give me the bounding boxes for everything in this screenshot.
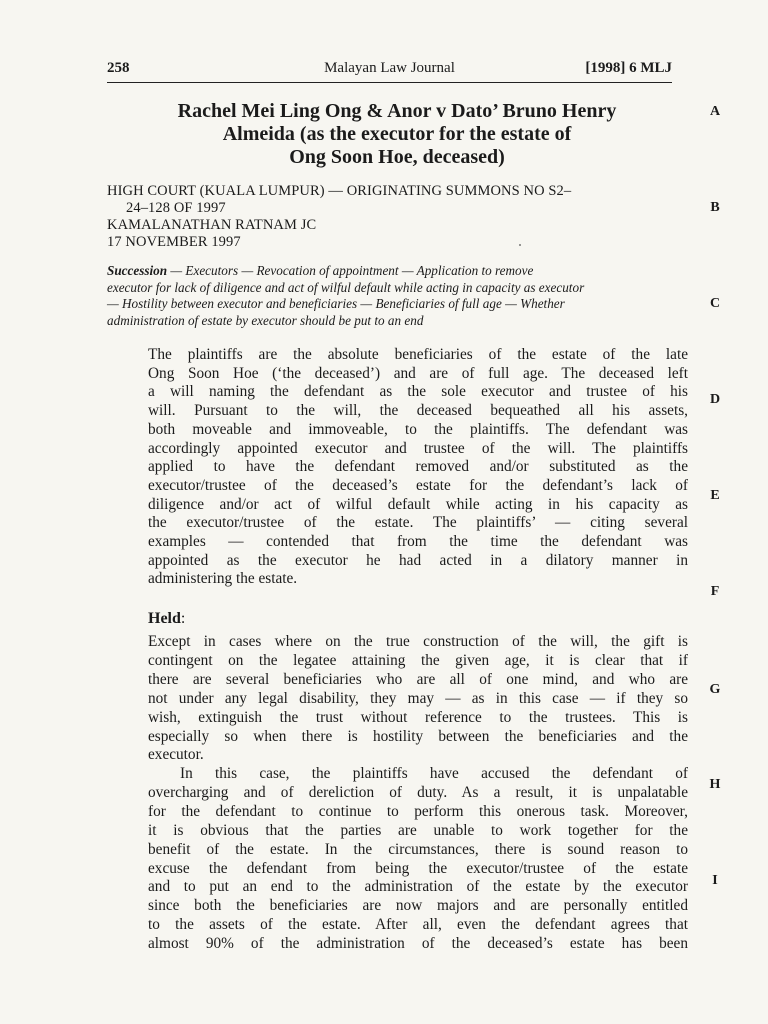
margin-letter: A bbox=[709, 104, 721, 119]
headnote-line: diligence and/or act of wilful default while acting in his capacity as bbox=[148, 495, 688, 513]
held-line: contingent on the legatee attaining the given age, it is clear that if bbox=[148, 651, 688, 669]
held-line: especially so when there is hostility between the beneficiaries and the bbox=[148, 727, 688, 745]
held-line: In this case, the plaintiffs have accused the defendant of bbox=[180, 765, 688, 782]
judge-name: KAMALANATHAN RATNAM JC bbox=[107, 217, 317, 233]
case-title-line: Rachel Mei Ling Ong & Anor v Dato’ Bruno Henry bbox=[177, 100, 617, 122]
case-title-line: Almeida (as the executor for the estate of bbox=[222, 123, 572, 145]
running-head bbox=[107, 60, 672, 80]
headnote-line: will. Pursuant to the will, the deceased bequeathed all his assets, bbox=[148, 402, 688, 420]
margin-letter: I bbox=[712, 873, 718, 888]
catchwords bbox=[107, 263, 687, 329]
headnote-line: appointed as the executor he had acted in a dilatory manner in bbox=[148, 551, 688, 569]
held-line: for the defendant to continue to perform this onerous task. Moreover, bbox=[148, 802, 688, 820]
catchwords-line bbox=[107, 263, 687, 280]
held-line: since both the beneficiaries are now majors and are personally entitled bbox=[148, 897, 688, 915]
held-line: to the assets of the estate. After all, even the defendant agrees that bbox=[148, 916, 688, 934]
headnote-line: the executor/trustee of the estate. The plaintiffs’ — citing several bbox=[148, 514, 688, 532]
catchwords-line: — Hostility between executor and beneficiaries — Beneficiaries of full age — Whether bbox=[107, 296, 565, 311]
judgment-date: 17 NOVEMBER 1997 bbox=[107, 234, 241, 250]
case-title bbox=[107, 100, 687, 169]
held-line: excuse the defendant from being the executor/trustee of the estate bbox=[148, 859, 688, 877]
margin-letter: E bbox=[710, 488, 720, 503]
headnote-line: a will naming the defendant as the sole executor and trustee of his bbox=[148, 383, 688, 401]
held-line: executor. bbox=[148, 746, 204, 764]
margin-letter: H bbox=[709, 777, 721, 792]
held-line: not under any legal disability, they may — as in this case — if they so bbox=[148, 689, 688, 707]
headnote-line: The plaintiffs are the absolute beneficiaries of the estate of the late bbox=[148, 346, 688, 363]
journal-name: Malayan Law Journal bbox=[324, 60, 455, 76]
catchwords-text: — Executors — Revocation of appointment — Application to remove bbox=[167, 263, 534, 278]
margin-letter: B bbox=[710, 200, 720, 215]
journal-citation: [1998] 6 MLJ bbox=[585, 60, 672, 76]
held-heading bbox=[148, 610, 185, 628]
header-rule bbox=[107, 82, 672, 83]
case-title-line: Ong Soon Hoe, deceased) bbox=[289, 146, 505, 168]
headnote-line: Ong Soon Hoe (‘the deceased’) and are of full age. The deceased left bbox=[148, 364, 688, 382]
scan-speck bbox=[519, 244, 521, 246]
court-name: HIGH COURT (KUALA LUMPUR) — ORIGINATING SUMMONS NO S2– bbox=[107, 183, 572, 199]
catchwords-line: executor for lack of diligence and act of wilful default while acting in capacity as executor bbox=[107, 279, 585, 295]
summons-number: 24–128 OF 1997 bbox=[126, 200, 226, 216]
held-line: there are several beneficiaries who are all of one mind, and who are bbox=[148, 670, 688, 688]
margin-letter: C bbox=[709, 296, 721, 311]
headnote-line: both moveable and immoveable, to the plaintiffs. The defendant was bbox=[148, 420, 688, 438]
held-line: it is obvious that the parties are unable to work together for the bbox=[148, 821, 688, 839]
catchwords-line: administration of estate by executor should be put to an end bbox=[107, 312, 424, 328]
held-line: benefit of the estate. In the circumstances, there is sound reason to bbox=[148, 840, 688, 858]
catchwords-subject: Succession bbox=[107, 263, 168, 278]
held-line: and to put an end to the administration of the estate by the executor bbox=[148, 878, 688, 896]
margin-letter: G bbox=[709, 682, 721, 697]
margin-letter: D bbox=[709, 392, 721, 407]
held-line: wish, extinguish the trust without reference to the trustees. This is bbox=[148, 708, 688, 726]
held-colon: : bbox=[180, 610, 186, 627]
held-line: overcharging and of dereliction of duty. As a result, it is unpalatable bbox=[148, 783, 688, 801]
held-line: Except in cases where on the true construction of the will, the gift is bbox=[148, 633, 688, 650]
page-number: 258 bbox=[107, 60, 130, 76]
held-label: Held bbox=[148, 610, 181, 627]
margin-letter: F bbox=[710, 584, 720, 599]
headnote-line: applied to have the defendant removed and/or substituted as the bbox=[148, 458, 688, 476]
headnote-facts bbox=[148, 346, 688, 589]
headnote-line: executor/trustee of the deceased’s estate for the defendant’s lack of bbox=[148, 476, 688, 494]
court-info bbox=[107, 183, 687, 251]
headnote-line: administering the estate. bbox=[148, 570, 298, 588]
headnote-line: examples — contended that from the time the defendant was bbox=[148, 533, 688, 551]
headnote-line: accordingly appointed executor and trustee of the will. The plaintiffs bbox=[148, 439, 688, 457]
held-paragraph-1 bbox=[148, 633, 688, 765]
held-line: almost 90% of the administration of the deceased’s estate has been bbox=[148, 935, 688, 953]
held-paragraph-2 bbox=[148, 765, 688, 954]
